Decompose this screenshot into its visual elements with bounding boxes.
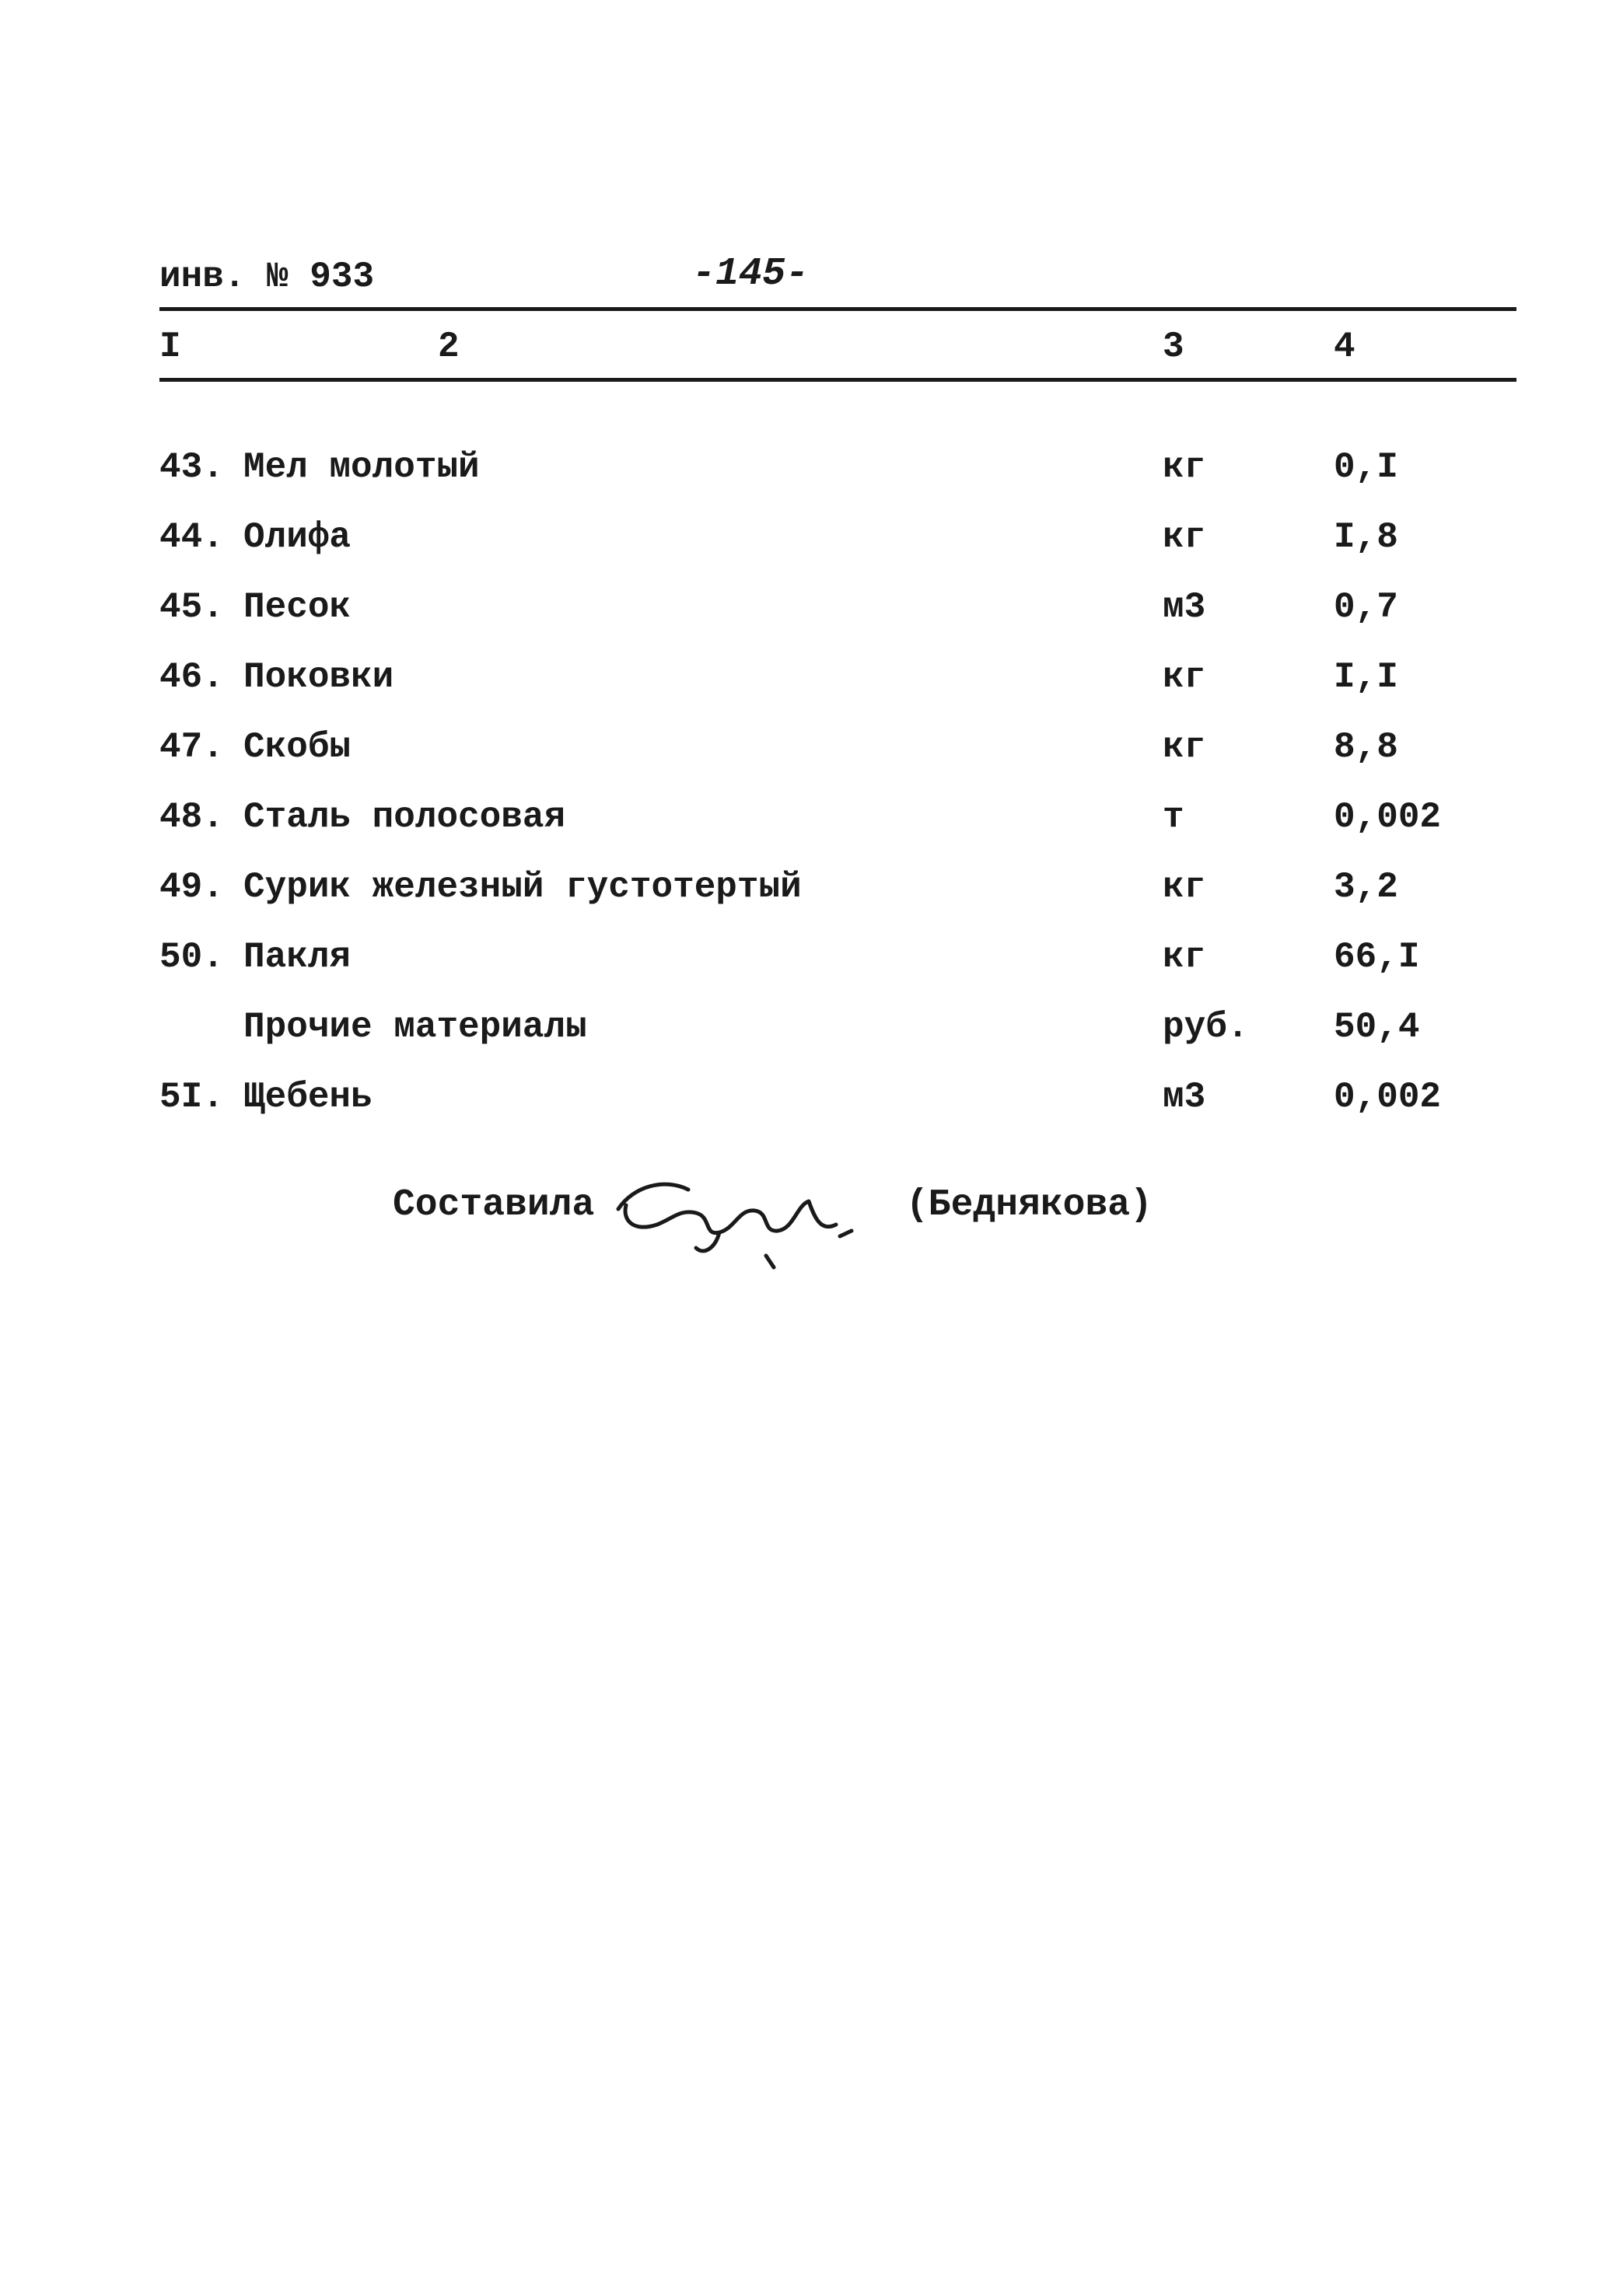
table-row bbox=[159, 1077, 1520, 1147]
signer-name: (Беднякова) bbox=[906, 1184, 1153, 1226]
column-header-2: 2 bbox=[438, 327, 460, 367]
table-row bbox=[159, 1007, 1520, 1077]
unit: кг bbox=[1163, 727, 1206, 767]
quantity: 0,I bbox=[1334, 447, 1398, 488]
row-number: 50. bbox=[159, 937, 224, 977]
document-header bbox=[159, 252, 1520, 311]
table-top-rule bbox=[159, 307, 1516, 311]
row-number: 5I. bbox=[159, 1077, 224, 1117]
table-column-headers bbox=[159, 327, 1520, 373]
quantity: 0,002 bbox=[1334, 797, 1442, 837]
unit: кг bbox=[1163, 937, 1206, 977]
material-name: Песок bbox=[243, 587, 352, 627]
table-header-rule bbox=[159, 378, 1516, 382]
compiled-by-label: Составила bbox=[393, 1184, 595, 1226]
row-number: 44. bbox=[159, 517, 224, 557]
row-number: 49. bbox=[159, 867, 224, 907]
row-number: 47. bbox=[159, 727, 224, 767]
row-number: 43. bbox=[159, 447, 224, 488]
quantity: 8,8 bbox=[1334, 727, 1398, 767]
materials-table bbox=[159, 447, 1520, 1147]
row-number: 46. bbox=[159, 657, 224, 697]
unit: м3 bbox=[1163, 1077, 1206, 1117]
material-name: Прочие материалы bbox=[243, 1007, 587, 1047]
unit: кг bbox=[1163, 867, 1206, 907]
inventory-number: инв. № 933 bbox=[159, 257, 375, 297]
material-name: Мел молотый bbox=[243, 447, 480, 488]
unit: кг bbox=[1163, 447, 1206, 488]
table-row bbox=[159, 727, 1520, 797]
table-row bbox=[159, 867, 1520, 937]
quantity: 3,2 bbox=[1334, 867, 1398, 907]
unit: м3 bbox=[1163, 587, 1206, 627]
quantity: 66,I bbox=[1334, 937, 1420, 977]
material-name: Поковки bbox=[243, 657, 394, 697]
column-header-3: 3 bbox=[1163, 327, 1184, 367]
quantity: 50,4 bbox=[1334, 1007, 1420, 1047]
unit: кг bbox=[1163, 657, 1206, 697]
column-header-1: I bbox=[159, 327, 181, 367]
unit: кг bbox=[1163, 517, 1206, 557]
unit: руб. bbox=[1163, 1007, 1249, 1047]
material-name: Сталь полосовая bbox=[243, 797, 566, 837]
row-number: 45. bbox=[159, 587, 224, 627]
unit: т bbox=[1163, 797, 1184, 837]
material-name: Щебень bbox=[243, 1077, 373, 1117]
column-header-4: 4 bbox=[1334, 327, 1355, 367]
table-row bbox=[159, 517, 1520, 587]
quantity: I,I bbox=[1334, 657, 1398, 697]
signature-block bbox=[393, 1170, 1248, 1263]
table-row bbox=[159, 937, 1520, 1007]
page-number: -145- bbox=[692, 252, 810, 296]
row-number: 48. bbox=[159, 797, 224, 837]
table-row bbox=[159, 797, 1520, 867]
table-row bbox=[159, 447, 1520, 517]
handwritten-signature bbox=[603, 1162, 859, 1271]
material-name: Сурик железный густотертый bbox=[243, 867, 802, 907]
quantity: 0,002 bbox=[1334, 1077, 1442, 1117]
table-row bbox=[159, 587, 1520, 657]
quantity: I,8 bbox=[1334, 517, 1398, 557]
material-name: Скобы bbox=[243, 727, 352, 767]
quantity: 0,7 bbox=[1334, 587, 1398, 627]
table-row bbox=[159, 657, 1520, 727]
material-name: Пакля bbox=[243, 937, 352, 977]
material-name: Олифа bbox=[243, 517, 352, 557]
